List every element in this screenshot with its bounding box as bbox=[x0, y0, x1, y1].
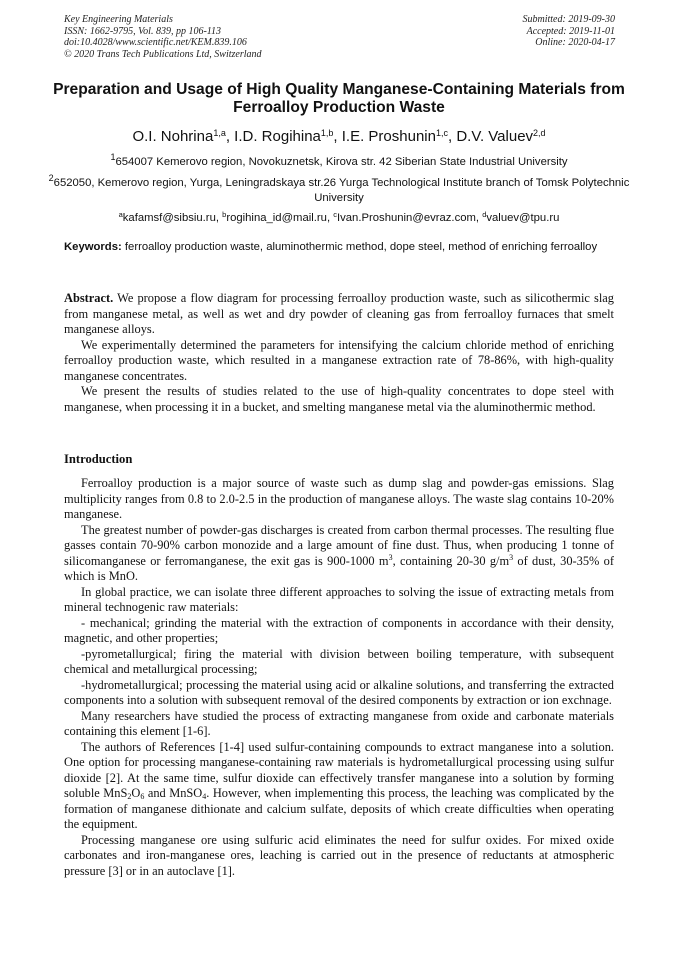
affiliation-superscript: 2 bbox=[48, 173, 54, 183]
accepted-date: Accepted: 2019-11-01 bbox=[526, 25, 615, 37]
author-superscript: 1,c bbox=[435, 128, 448, 138]
email-item[interactable]: $^c$Ivan.Proshunin@evraz.com bbox=[333, 210, 476, 224]
body-paragraph: Many researchers have studied the process of extracting manganese from oxide and carbonate materials containing this element [1-6]. bbox=[64, 708, 614, 738]
keywords-label: Keywords: bbox=[64, 241, 122, 253]
paper-title: Preparation and Usage of High Quality Manganese-Containing Materials from Ferroalloy Production Waste bbox=[53, 81, 625, 116]
body-paragraph: The authors of References [1-4] used sulfur-containing compounds to extract manganese into a solution. One option for processing manganese-containing raw materials is hydrometallurgical processing using sulfur dioxide [2]. At the same time, sulfur dioxide can effectively transfer manganese into a solution by forming soluble $MnS_2O_6$ and MnSO$_4$. However, when implementing this process, the leaching was complicated by the formation of manganese dithionate and calcium sulfate, deposits of which create difficulties when operating the equipment. bbox=[64, 739, 615, 831]
author-superscript: 1,b bbox=[320, 128, 334, 138]
introduction-body bbox=[64, 476, 614, 879]
section-heading-introduction: Introduction bbox=[64, 452, 133, 466]
email-item[interactable]: $^a$kafamsf@sibsiu.ru bbox=[118, 210, 216, 224]
author-list bbox=[0, 124, 678, 146]
abstract-paragraph: We experimentally determined the parameters for intensifying the calcium chloride method of enriching ferroalloy production waste, which resulted in a manganese extraction rate of 78-86%, with high-quality manganese concentrates. bbox=[64, 337, 614, 383]
journal-name: Key Engineering Materials bbox=[64, 14, 173, 25]
author: I.E. Proshunin$^{1,c}$, bbox=[341, 128, 457, 145]
email-list: $^a$kafamsf@sibsiu.ru, $^b$rogihina_id@mail.ru, $^c$Ivan.Proshunin@evraz.com, $^d$valuev@tpu.ru bbox=[118, 210, 560, 224]
author-superscript: 1,a bbox=[213, 128, 226, 138]
body-paragraph: The greatest number of powder-gas discharges is created from carbon thermal processes. The resulting flue gasses contain 70-90% carbon monozide and a large amount of fine dust. Thus, when producing 1 tonne of silicomanganese or ferromanganese, the exit gas is 900-1000 $m^3$, containing 20-30 $g/m^3$ of dust, 30-35% of which is MnO. bbox=[64, 522, 614, 583]
journal-header-right bbox=[523, 14, 616, 49]
abstract-paragraph: Abstract. We propose a flow diagram for processing ferroalloy production waste, such as silicothermic slag from manganese metal, as well as wet and dry powder of cleaning gas from ferroalloy furnaces that smelt manganese alloys. bbox=[64, 291, 614, 336]
affiliation-text: 652050, Kemerovo region, Yurga, Leningradskaya str.26 Yurga Technological Institute branch of Tomsk Polytechnic University bbox=[53, 177, 630, 204]
keywords bbox=[64, 240, 614, 255]
abstract bbox=[64, 291, 614, 415]
list-item: -pyrometallurgical; firing the material with division between boiling temperature, with subsequent chemical and metallurgical processing; bbox=[64, 646, 614, 676]
body-paragraph: Processing manganese ore using sulfuric acid eliminates the need for sulfur oxides. For mixed oxide carbonates and iron-manganese ores, leaching is carried out in the presence of reductants at atmospheric pressure [3] or in an autoclave [1]. bbox=[64, 832, 614, 878]
affiliation-1 bbox=[40, 150, 638, 170]
journal-header-left bbox=[64, 14, 262, 60]
email-item[interactable]: $^b$rogihina_id@mail.ru bbox=[222, 210, 327, 224]
email-item[interactable]: $^d$valuev@tpu.ru bbox=[482, 210, 560, 224]
abstract-label: Abstract. bbox=[64, 291, 114, 305]
author: I.D. Rogihina$^{1,b}$, bbox=[234, 128, 342, 145]
affiliation-superscript: 1 bbox=[110, 152, 116, 162]
list-item: -hydrometallurgical; processing the material using acid or alkaline solutions, and transferring the extracted components into a solution with subsequent removal of the desired components by extraction or ion exchnage. bbox=[64, 677, 614, 707]
keywords-text: ferroalloy production waste, aluminothermic method, dope steel, method of enriching ferroalloy bbox=[124, 241, 598, 253]
doi-line[interactable]: doi:10.4028/www.scientific.net/KEM.839.106 bbox=[64, 37, 247, 48]
body-paragraph: Ferroalloy production is a major source of waste such as dump slag and powder-gas emissions. Slag multiplicity ranges from 0.8 to 2.0-2.5 in the production of manganese alloys. The waste slag contains 10-20% manganese. bbox=[64, 476, 614, 521]
copyright-line: © 2020 Trans Tech Publications Ltd, Switzerland bbox=[64, 48, 262, 60]
issn-line: ISSN: 1662-9795, Vol. 839, pp 106-113 bbox=[64, 25, 222, 37]
abstract-paragraph: We present the results of studies related to the use of high-quality concentrates to dope steel with manganese, when processing it in a bucket, and smelting manganese metal via the aluminothermic method. bbox=[64, 384, 614, 414]
submitted-date: Submitted: 2019-09-30 bbox=[522, 14, 615, 25]
author-superscript: 2,d bbox=[533, 128, 546, 138]
online-date: Online: 2020-04-17 bbox=[535, 37, 615, 48]
affiliation-text: 654007 Kemerovo region, Novokuznetsk, Kirova str. 42 Siberian State Industrial University bbox=[115, 156, 568, 168]
list-item: - mechanical; grinding the material with the extraction of components in accordance with their density, magnetic, and other properties; bbox=[64, 615, 614, 645]
affiliation-2 bbox=[40, 171, 638, 206]
author: D.V. Valuev$^{2,d}$ bbox=[456, 128, 546, 145]
author: O.I. Nohrina$^{1,a}$, bbox=[132, 128, 235, 145]
body-paragraph: In global practice, we can isolate three different approaches to solving the issue of extracting metals from mineral technogenic raw materials: bbox=[64, 584, 614, 614]
